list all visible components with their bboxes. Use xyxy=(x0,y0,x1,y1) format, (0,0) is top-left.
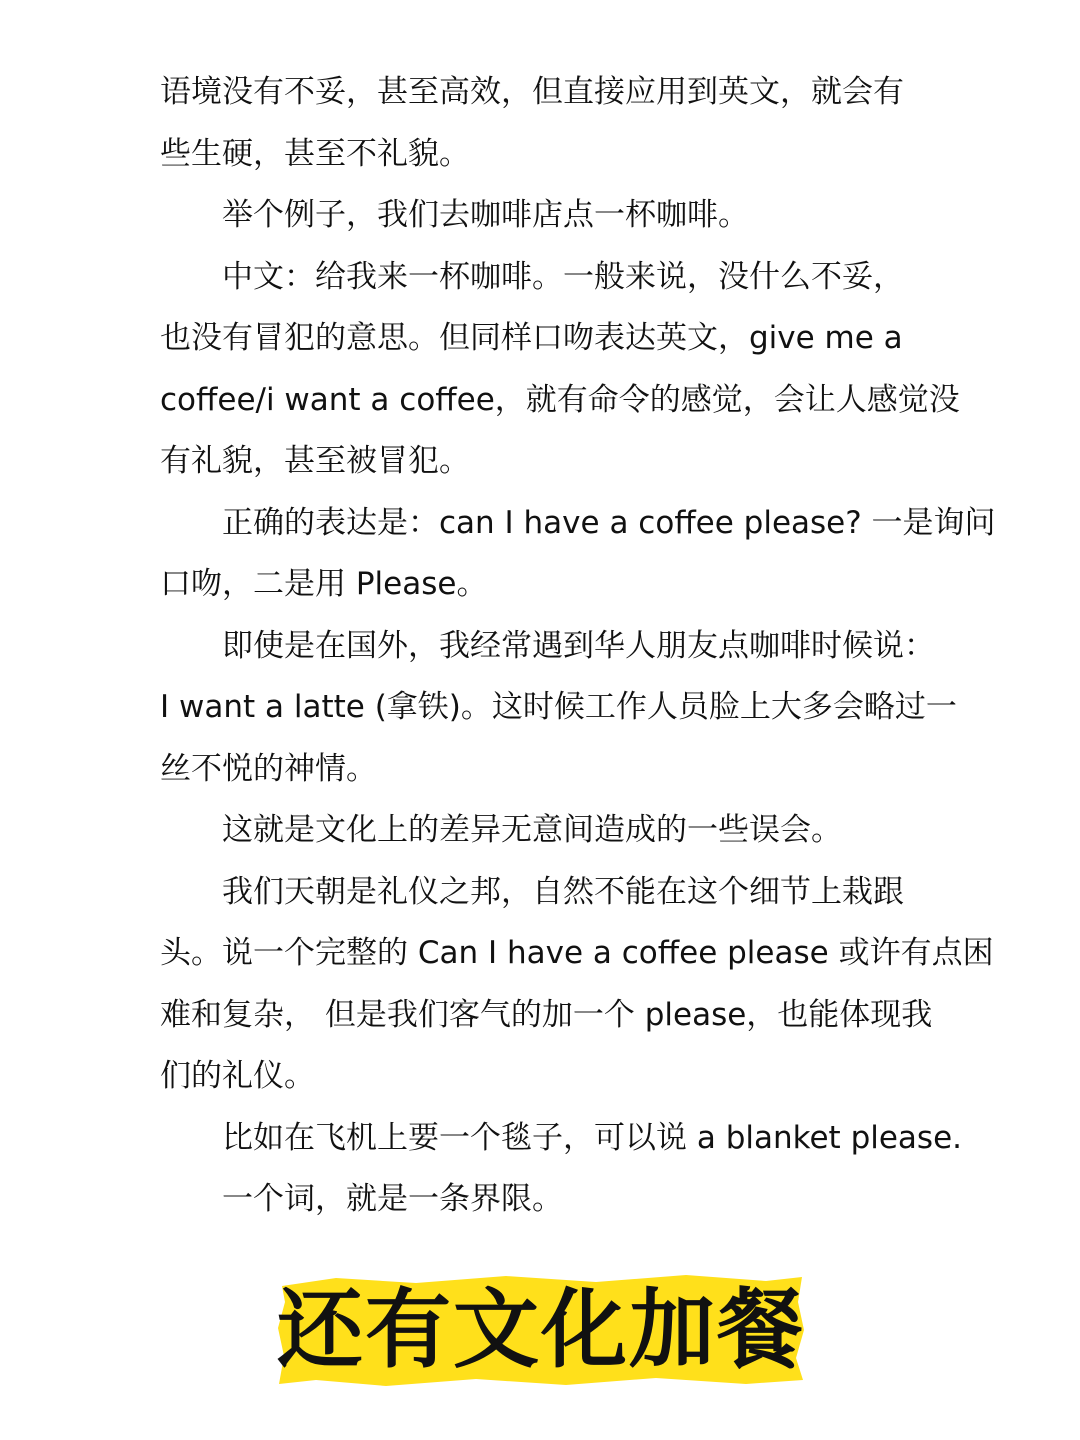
text-line: 语境没有不妥，甚至高效，但直接应用到英文，就会有 xyxy=(160,74,904,110)
text-line: 举个例子，我们去咖啡店点一杯咖啡。 xyxy=(222,197,749,233)
text-line: 难和复杂， 但是我们客气的加一个 please，也能体现我 xyxy=(160,996,933,1033)
text-line: 些生硬，甚至不礼貌。 xyxy=(160,135,470,172)
text-line: 一个词，就是一条界限。 xyxy=(222,1181,563,1217)
section-banner xyxy=(276,1272,806,1388)
text-line: 口吻，二是用 Please。 xyxy=(160,566,488,602)
article-body xyxy=(160,62,996,1231)
text-line: 正确的表达是：can I have a coffee please? 一是询问 xyxy=(222,504,996,541)
text-line: 比如在飞机上要一个毯子，可以说 a blanket please. xyxy=(222,1119,963,1156)
text-line: 即使是在国外，我经常遇到华人朋友点咖啡时候说： xyxy=(222,627,935,664)
text-line: 们的礼仪。 xyxy=(160,1058,315,1094)
text-line: 我们天朝是礼仪之邦，自然不能在这个细节上栽跟 xyxy=(222,873,904,910)
text-line: 丝不悦的神情。 xyxy=(160,750,377,787)
text-line: coffee/i want a coffee，就有命令的感觉，会让人感觉没 xyxy=(160,381,960,418)
text-line: 中文：给我来一杯咖啡。一般来说，没什么不妥， xyxy=(222,258,904,295)
text-line: 头。说一个完整的 Can I have a coffee please 或许有点困 xyxy=(160,935,994,971)
text-line: 有礼貌，甚至被冒犯。 xyxy=(160,443,470,479)
banner-title: 还有文化加餐 xyxy=(277,1280,805,1380)
text-line: 也没有冒犯的意思。但同样口吻表达英文，give me a xyxy=(160,320,903,356)
text-line: 这就是文化上的差异无意间造成的一些误会。 xyxy=(222,812,842,848)
text-line: I want a latte (拿铁)。这时候工作人员脸上大多会略过一 xyxy=(160,689,957,725)
